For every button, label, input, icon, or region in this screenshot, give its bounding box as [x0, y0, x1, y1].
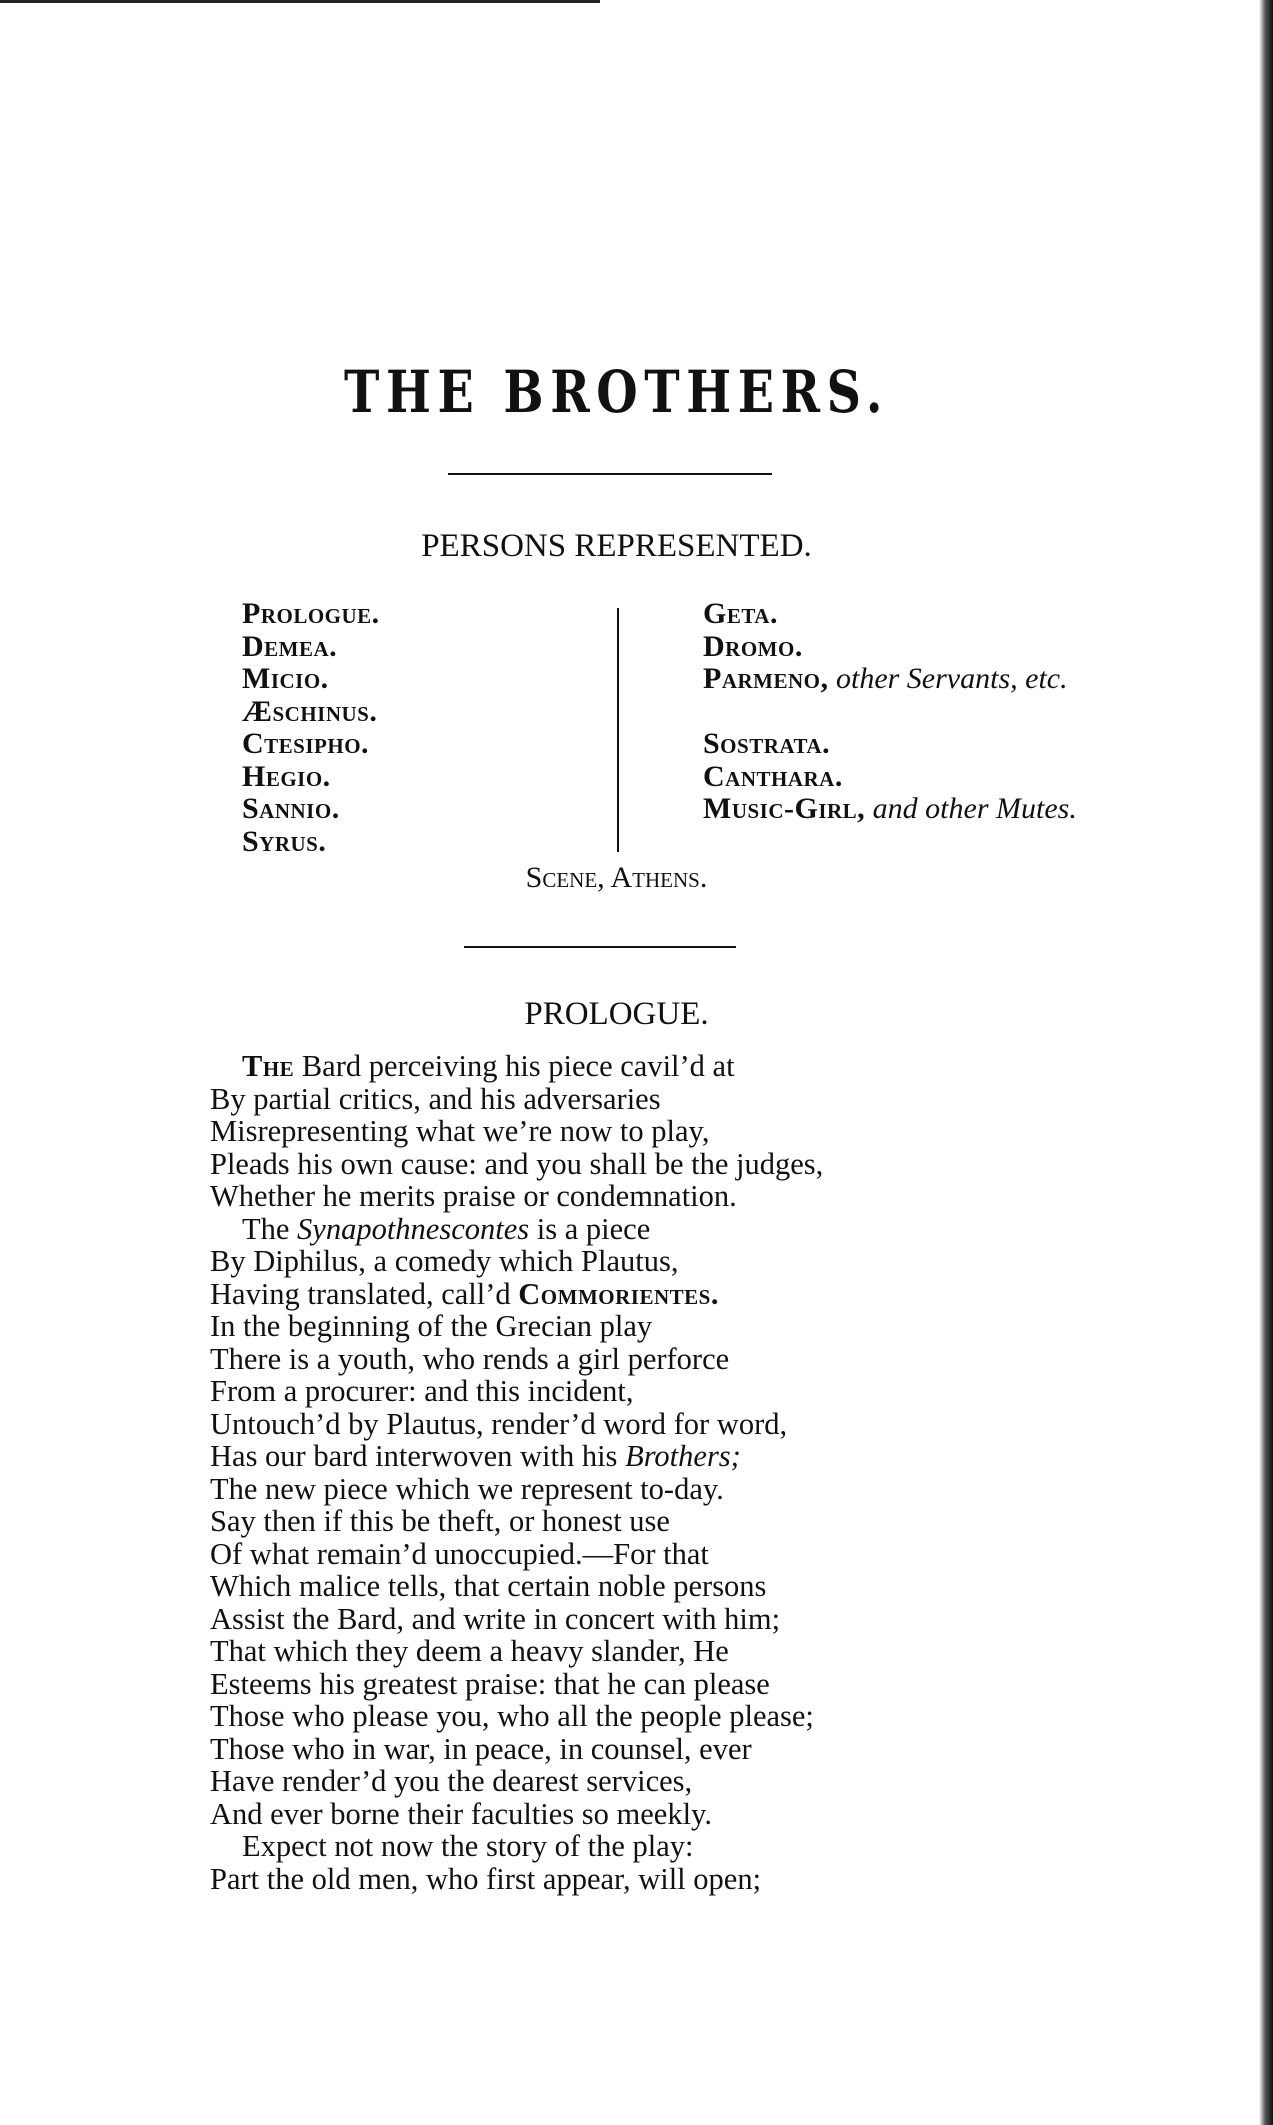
person-entry: [703, 793, 1077, 826]
verse-line: Esteems his greatest praise: that he can please: [210, 1666, 770, 1701]
title-rule: [448, 473, 772, 475]
persons-heading: PERSONS REPRESENTED.: [421, 528, 812, 564]
verse-line: And ever borne their faculties so meekly.: [210, 1796, 712, 1831]
person-name: Canthara.: [703, 759, 843, 793]
person-name: Micio.: [242, 662, 329, 695]
verse-line: Say then if this be theft, or honest use: [210, 1504, 670, 1538]
person-name: Dromo.: [703, 629, 803, 663]
persons-right-column: [703, 598, 1077, 826]
spacer: [703, 696, 1077, 729]
verse-italic: Brothers;: [625, 1439, 741, 1473]
page-edge-shadow: [1259, 0, 1273, 2125]
scene-setting: Scene, Athens.: [525, 861, 708, 894]
verse-text: Having translated, call’d: [210, 1276, 519, 1311]
person-name: Sostrata.: [703, 727, 831, 760]
column-divider: [617, 608, 619, 852]
person-note: and other Mutes.: [872, 792, 1077, 825]
verse-italic: Synapothnescontes: [297, 1211, 530, 1246]
verse-text: The: [242, 1211, 298, 1246]
verse-lead: The: [242, 1049, 295, 1083]
verse-line: [210, 1440, 823, 1473]
verse-text: Bard perceiving his piece cavil’d at: [294, 1049, 735, 1083]
verse-line: There is a youth, who rends a girl perforce: [210, 1341, 730, 1376]
person-name: Parmeno,: [703, 662, 829, 695]
verse-line: Which malice tells, that certain noble persons: [210, 1569, 767, 1603]
verse-line: Expect not now the story of the play:: [242, 1829, 694, 1863]
prologue-text: [210, 1050, 823, 1895]
verse-line: [210, 1213, 823, 1246]
person-entry: [703, 663, 1077, 696]
section-rule: [464, 946, 736, 948]
person-name: Prologue.: [242, 597, 380, 630]
verse-line: The new piece which we represent to-day.: [210, 1471, 724, 1506]
verse-smallcaps: Commorientes.: [518, 1276, 719, 1311]
person-name: Demea.: [242, 629, 338, 663]
person-name: Æschinus.: [242, 694, 378, 728]
verse-line: Of what remain’d unoccupied.—For that: [210, 1536, 709, 1571]
verse-line: Whether he merits praise or condemnation.: [210, 1179, 737, 1213]
play-title: THE BROTHERS.: [344, 358, 889, 426]
verse-line: Those who please you, who all the people please;: [210, 1699, 814, 1733]
person-name: Syrus.: [242, 824, 327, 858]
verse-line: Assist the Bard, and write in concert with him;: [210, 1601, 781, 1636]
prologue-heading: PROLOGUE.: [524, 996, 709, 1032]
verse-text: Has our bard interwoven with his: [210, 1439, 626, 1473]
verse-line: Misrepresenting what we’re now to play,: [210, 1114, 710, 1148]
persons-left-column: [242, 598, 380, 858]
verse-text: is a piece: [529, 1211, 651, 1246]
top-scan-line: [0, 0, 600, 3]
person-name: Ctesipho.: [242, 727, 370, 760]
verse-line: [210, 1278, 823, 1311]
person-note: other Servants, etc.: [835, 662, 1068, 695]
verse-line: By partial critics, and his adversaries: [210, 1081, 661, 1116]
verse-line: Those who in war, in peace, in counsel, ever: [210, 1731, 752, 1766]
person-name: Hegio.: [242, 759, 331, 793]
person-name: Music-Girl,: [703, 792, 866, 825]
verse-line: Part the old men, who first appear, will open;: [210, 1861, 762, 1896]
verse-line: Untouch’d by Plautus, render’d word for word,: [210, 1406, 788, 1441]
verse-line: By Diphilus, a comedy which Plautus,: [210, 1244, 679, 1278]
verse-line: Have render’d you the dearest services,: [210, 1764, 693, 1798]
verse-line: Pleads his own cause: and you shall be the judges,: [210, 1146, 824, 1181]
person-name: Geta.: [703, 597, 778, 630]
verse-line: In the beginning of the Grecian play: [210, 1309, 653, 1343]
verse-line: That which they deem a heavy slander, He: [210, 1634, 729, 1668]
verse-line: From a procurer: and this incident,: [210, 1374, 634, 1408]
verse-line: [210, 1050, 823, 1083]
person-name: Sannio.: [242, 792, 340, 825]
